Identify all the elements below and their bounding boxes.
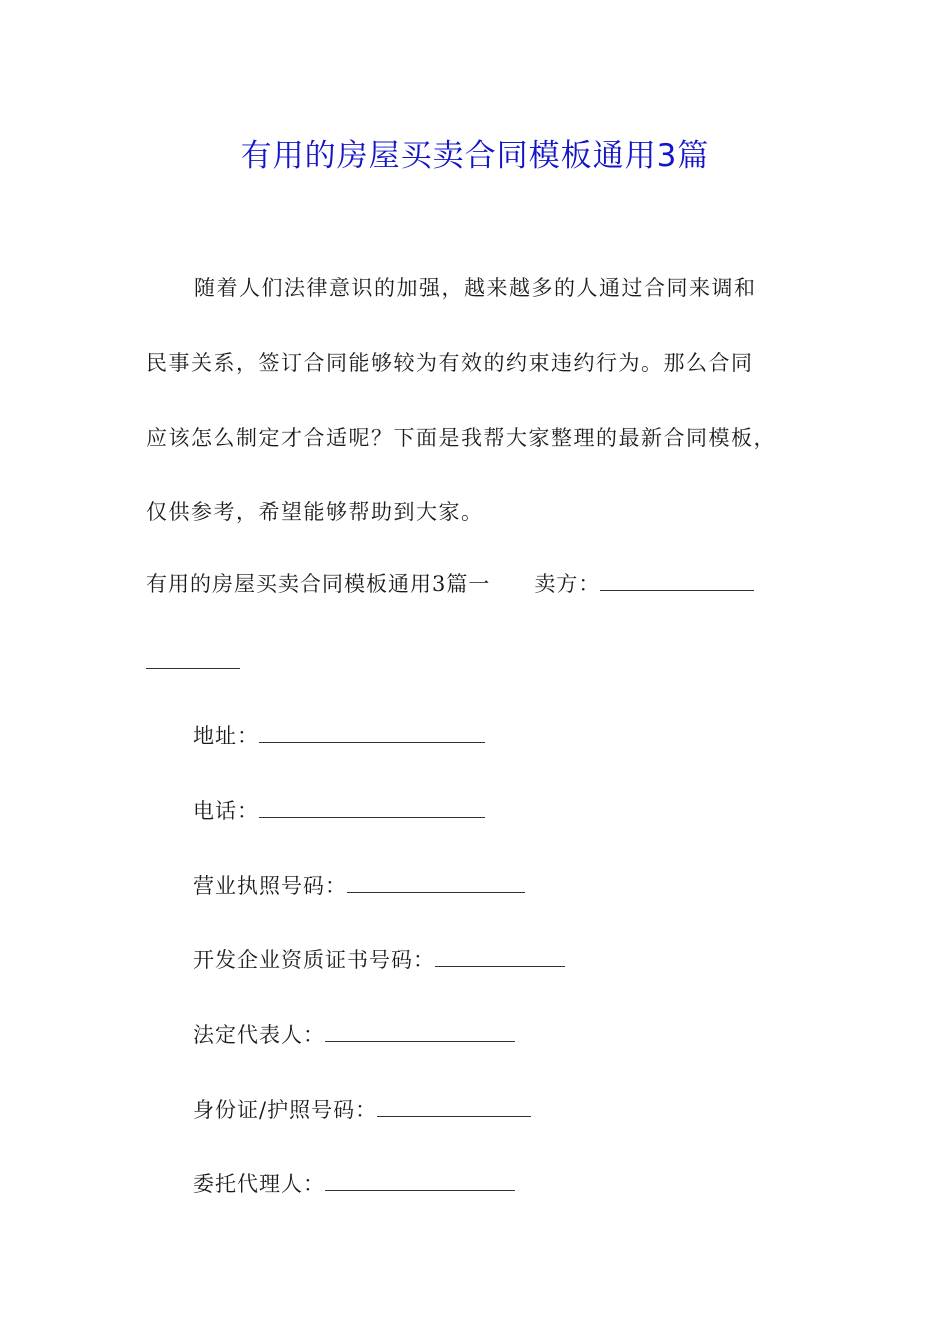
intro-line-4: 仅供参考，希望能够帮助到大家。	[146, 500, 484, 524]
field-agent	[193, 1168, 515, 1198]
field-id-passport-blank[interactable]	[377, 1096, 531, 1117]
field-phone	[193, 795, 485, 825]
seller-blank[interactable]	[600, 570, 754, 591]
field-business-license-label: 营业执照号码：	[193, 874, 347, 898]
section-heading: 有用的房屋买卖合同模板通用3篇一	[146, 572, 491, 596]
field-business-license-blank[interactable]	[347, 872, 525, 893]
intro-line-2: 民事关系，签订合同能够较为有效的约束违约行为。那么合同	[146, 351, 754, 375]
field-phone-blank[interactable]	[259, 797, 485, 818]
intro-line-3: 应该怎么制定才合适呢？下面是我帮大家整理的最新合同模板，	[146, 426, 776, 450]
seller-label: 卖方：	[534, 572, 601, 596]
field-qualification-cert	[193, 944, 565, 974]
field-qualification-cert-blank[interactable]	[435, 946, 565, 967]
field-address-label: 地址：	[193, 724, 259, 748]
field-agent-blank[interactable]	[325, 1170, 515, 1191]
seller-blank-continued[interactable]	[146, 648, 240, 669]
field-legal-rep-label: 法定代表人：	[193, 1023, 325, 1047]
section-heading-row	[146, 568, 754, 598]
field-phone-label: 电话：	[193, 799, 259, 823]
field-agent-label: 委托代理人：	[193, 1172, 325, 1196]
field-id-passport-label: 身份证/护照号码：	[193, 1098, 378, 1122]
field-business-license	[193, 870, 525, 900]
field-legal-rep-blank[interactable]	[325, 1021, 515, 1042]
field-address	[193, 720, 485, 750]
field-id-passport	[193, 1094, 531, 1124]
field-qualification-cert-label: 开发企业资质证书号码：	[193, 948, 435, 972]
intro-line-1: 随着人们法律意识的加强，越来越多的人通过合同来调和	[194, 276, 757, 300]
field-address-blank[interactable]	[259, 722, 485, 743]
document-title: 有用的房屋买卖合同模板通用3篇	[240, 138, 710, 174]
field-legal-rep	[193, 1019, 515, 1049]
